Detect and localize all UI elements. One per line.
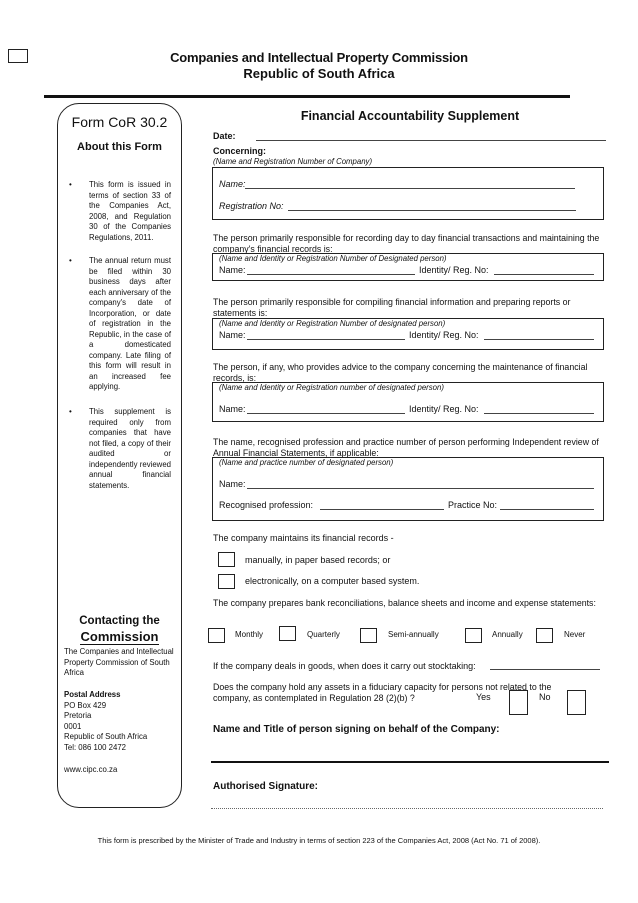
advice-id-label: Identity/ Reg. No: xyxy=(409,404,479,414)
form-title: Financial Accountability Supplement xyxy=(300,109,520,123)
company-name-field[interactable] xyxy=(245,188,575,189)
frequency-quarterly-checkbox[interactable] xyxy=(279,626,296,641)
contact-title-commission xyxy=(57,629,182,644)
bullet-text: This supplement is required only from companies that have not filed, a copy of their audited or independently reviewed annual financial statements. xyxy=(89,407,171,490)
date-label: Date: xyxy=(213,131,236,141)
fiduciary-yes-label: Yes xyxy=(476,692,491,702)
question-advice: The person, if any, who provides advice to the company concerning the maintenance of financial records, is: xyxy=(213,362,588,383)
contact-title-text: Commission xyxy=(80,629,159,644)
contact-title: Contacting the xyxy=(79,615,160,627)
advice-hint: (Name and Identity or Registration number of designated person) xyxy=(219,383,444,392)
reconciliation-question: The company prepares bank reconciliations, balance sheets and income and expense statements: xyxy=(213,598,596,608)
recording-hint: (Name and Identity or Registration Number of Designated person) xyxy=(219,254,447,263)
records-question: The company maintains its financial records - xyxy=(213,533,394,543)
date-field[interactable] xyxy=(256,140,606,141)
frequency-quarterly-label: Quarterly xyxy=(307,630,340,639)
concerning-label: Concerning: xyxy=(213,146,266,156)
fiduciary-yes-checkbox[interactable] xyxy=(509,690,528,715)
postal-heading: Postal Address xyxy=(64,690,121,699)
frequency-annually-checkbox[interactable] xyxy=(465,628,482,643)
company-name-label: Name: xyxy=(219,179,246,189)
header-country: Republic of South Africa xyxy=(243,66,395,81)
compiling-name-field[interactable] xyxy=(247,339,405,340)
manual-records-label: manually, in paper based records; or xyxy=(245,555,391,565)
fiduciary-question: Does the company hold any assets in a fiduciary capacity for persons not related to the company, as contemplated in Regulation 28 (2)(b) ? xyxy=(213,682,552,703)
practice-label: Practice No: xyxy=(448,500,498,510)
compiling-name-label: Name: xyxy=(219,330,246,340)
practice-field[interactable] xyxy=(500,509,594,510)
recording-id-label: Identity/ Reg. No: xyxy=(419,265,489,275)
postal-line: PO Box 429 xyxy=(64,701,107,710)
fiduciary-no-label: No xyxy=(539,692,551,702)
advice-id-field[interactable] xyxy=(484,413,594,414)
question-recording: The person primarily responsible for recording day to day financial transactions and maintaining the company's financial records is: xyxy=(213,233,600,254)
advice-name-field[interactable] xyxy=(247,413,405,414)
footer-note: This form is prescribed by the Minister of Trade and Industry in terms of section 223 of the Companies Act, 2008 (Act No. 71 of 2008). xyxy=(97,836,541,845)
registration-label: Registration No: xyxy=(219,201,284,211)
stocktaking-field[interactable] xyxy=(490,669,600,670)
contact-organisation: The Companies and Intellectual Property Commission of South Africa xyxy=(64,647,174,677)
frequency-monthly-checkbox[interactable] xyxy=(208,628,225,643)
bullet-icon: • xyxy=(69,180,72,189)
question-independent-review: The name, recognised profession and practice number of person performing Independent review of Annual Financial Statements, if applicable: xyxy=(213,437,599,458)
header-organisation: Companies and Intellectual Property Commission xyxy=(170,50,468,65)
stocktaking-question: If the company deals in goods, when does it carry out stocktaking: xyxy=(213,661,476,671)
frequency-semiannually-checkbox[interactable] xyxy=(360,628,377,643)
frequency-annually-label: Annually xyxy=(492,630,523,639)
frequency-never-label: Never xyxy=(564,630,586,639)
postal-line: Pretoria xyxy=(64,711,92,720)
compiling-hint: (Name and Identity or Registration Number of designated person) xyxy=(219,319,446,328)
profession-field[interactable] xyxy=(320,509,444,510)
profession-label: Recognised profession: xyxy=(219,500,314,510)
frequency-never-checkbox[interactable] xyxy=(536,628,553,643)
recording-name-field[interactable] xyxy=(247,274,415,275)
manual-records-checkbox[interactable] xyxy=(218,552,235,567)
review-hint: (Name and practice number of designated person) xyxy=(219,458,394,467)
website-link[interactable]: www.cipc.co.za xyxy=(64,765,118,774)
compiling-id-label: Identity/ Reg. No: xyxy=(409,330,479,340)
review-name-field[interactable] xyxy=(247,488,594,489)
frequency-semiannually-label: Semi-annually xyxy=(388,630,439,639)
compiling-id-field[interactable] xyxy=(484,339,594,340)
signature-label: Authorised Signature: xyxy=(213,781,319,792)
bullet-icon: • xyxy=(69,256,72,265)
advice-name-label: Name: xyxy=(219,404,246,414)
postal-line: Tel: 086 100 2472 xyxy=(64,743,126,752)
signer-label: Name and Title of person signing on behalf of the Company: xyxy=(213,724,500,735)
postal-line: 0001 xyxy=(64,722,82,731)
header-rule xyxy=(44,95,570,98)
bullet-icon: • xyxy=(69,407,72,416)
bullet-text: The annual return must be filed within 30 business days after each anniversary of the company's date of Incorporation, or date of registration in the Republic, in the case of a domesticated company. Late filing of this form will result in an increased fee applying. xyxy=(89,256,171,391)
signer-rule[interactable] xyxy=(211,761,609,763)
signature-field[interactable] xyxy=(211,808,603,809)
form-number: Form CoR 30.2 xyxy=(71,114,168,130)
frequency-monthly-label: Monthly xyxy=(235,630,264,639)
postal-line: Republic of South Africa xyxy=(64,732,148,741)
bullet-text: This form is issued in terms of section 33 of the Companies Act, 2008, and Regulation 30 of the Companies Regulations, 2011. xyxy=(89,180,171,242)
registration-field[interactable] xyxy=(288,210,576,211)
question-compiling: The person primarily responsible for compiling financial information and preparing reports or statements is: xyxy=(213,297,571,318)
electronic-records-checkbox[interactable] xyxy=(218,574,235,589)
recording-name-label: Name: xyxy=(219,265,246,275)
fiduciary-no-checkbox[interactable] xyxy=(567,690,586,715)
about-title: About this Form xyxy=(77,141,162,153)
recording-id-field[interactable] xyxy=(494,274,594,275)
electronic-records-label: electronically, on a computer based system. xyxy=(245,576,420,586)
review-name-label: Name: xyxy=(219,479,246,489)
company-box xyxy=(212,167,604,220)
concerning-hint: (Name and Registration Number of Company) xyxy=(213,157,373,166)
